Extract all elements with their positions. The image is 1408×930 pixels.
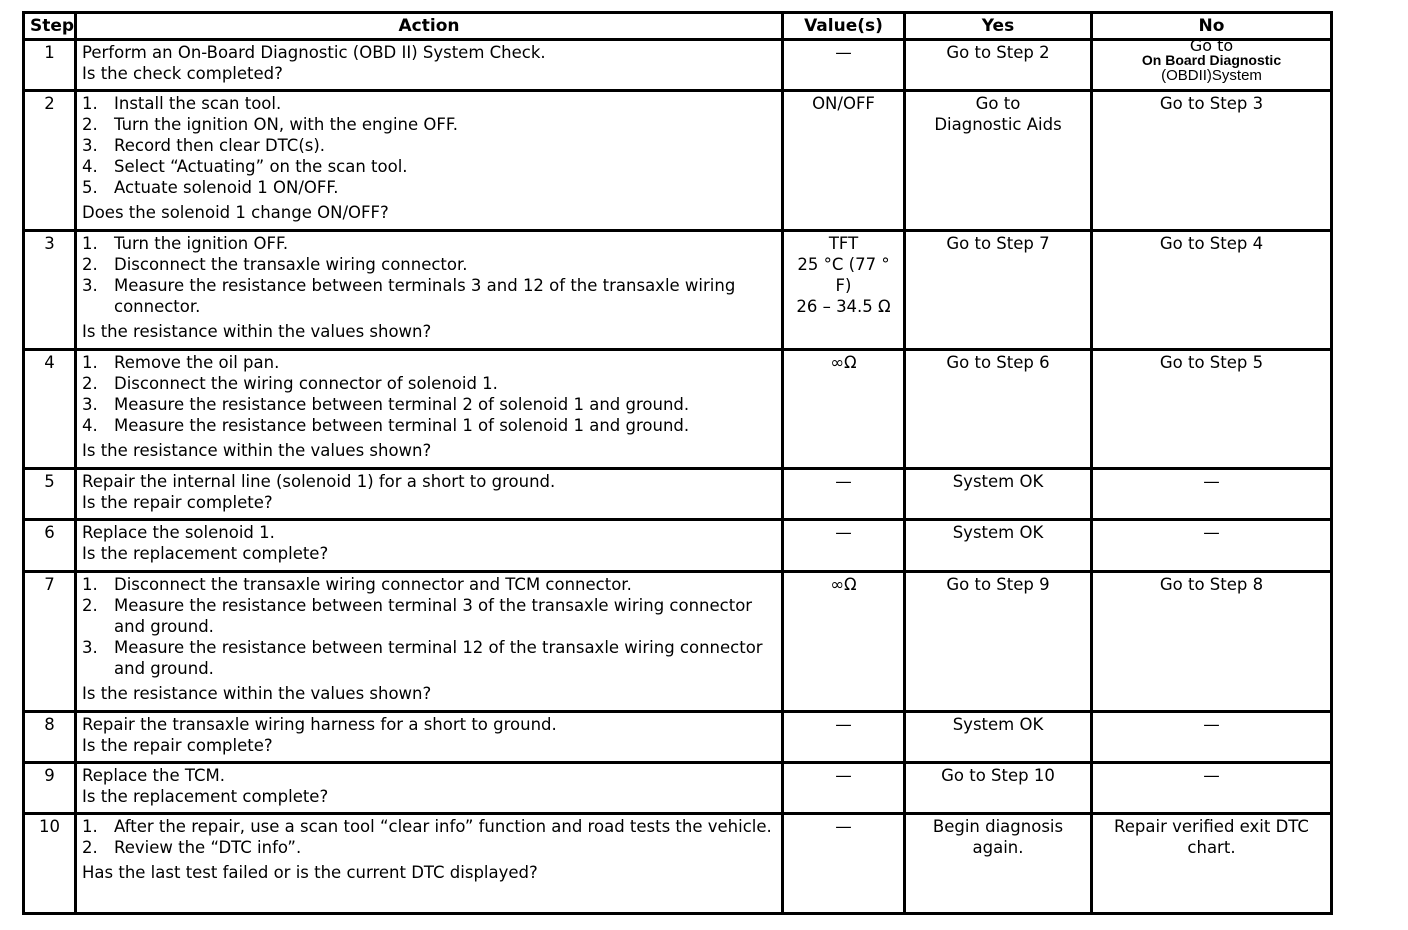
- action-text: Repair the internal line (solenoid 1) for a short to ground.: [82, 472, 556, 491]
- action-steps-list: [82, 574, 776, 679]
- action-cell: [76, 572, 783, 712]
- action-question: Is the resistance within the values shown?: [82, 322, 432, 341]
- value-text: —: [835, 817, 852, 836]
- action-question: Is the resistance within the values shown?: [82, 441, 432, 460]
- action-step-number: 3.: [82, 638, 98, 657]
- header-yes: Yes: [905, 13, 1092, 40]
- action-steps-list: [82, 352, 776, 436]
- action-step-number: 2.: [82, 374, 98, 393]
- yes-cell: [905, 91, 1092, 231]
- no-text: Go to Step 5: [1159, 353, 1264, 372]
- values-cell: [783, 814, 905, 914]
- action-question: Is the repair complete?: [82, 736, 273, 755]
- values-cell: [783, 231, 905, 350]
- no-cell: [1092, 712, 1332, 763]
- action-step-item: [82, 156, 776, 177]
- action-step-item: [82, 275, 776, 317]
- value-text: ∞Ω: [830, 575, 857, 594]
- header-step: Step: [24, 13, 76, 40]
- action-step-number: 1.: [82, 575, 98, 594]
- yes-text: Begin diagnosis: [932, 817, 1064, 836]
- table-row: [24, 231, 1332, 350]
- step-number: 2: [24, 91, 76, 231]
- action-step-number: 4.: [82, 157, 98, 176]
- step-number: 1: [24, 40, 76, 91]
- yes-text: System OK: [952, 523, 1044, 542]
- header-no: No: [1092, 13, 1332, 40]
- yes-text: System OK: [952, 472, 1044, 491]
- yes-cell: [905, 520, 1092, 572]
- no-cell: [1092, 350, 1332, 469]
- yes-cell: [905, 712, 1092, 763]
- action-step-text: Actuate solenoid 1 ON/OFF.: [114, 178, 339, 197]
- action-step-number: 1.: [82, 817, 98, 836]
- action-step-text: Review the “DTC info”.: [114, 838, 302, 857]
- action-text: Replace the solenoid 1.: [82, 523, 275, 542]
- action-question: Is the repair complete?: [82, 493, 273, 512]
- step-number: 4: [24, 350, 76, 469]
- step-number: 5: [24, 469, 76, 520]
- action-cell: [76, 231, 783, 350]
- step-number: 9: [24, 763, 76, 814]
- action-step-text: Measure the resistance between terminal 1 of solenoid 1 and ground.: [114, 416, 690, 435]
- no-text: Repair verified exit DTC: [1114, 817, 1309, 836]
- action-step-number: 1.: [82, 234, 98, 253]
- action-step-text: Disconnect the wiring connector of solenoid 1.: [114, 374, 498, 393]
- yes-cell: [905, 231, 1092, 350]
- step-number: 7: [24, 572, 76, 712]
- value-text: —: [835, 766, 852, 785]
- header-values: Value(s): [783, 13, 905, 40]
- action-step-text: Measure the resistance between terminals 3 and 12 of the transaxle wiring connector.: [114, 276, 736, 316]
- action-step-item: [82, 415, 776, 436]
- action-step-item: [82, 254, 776, 275]
- value-text: ON/OFF: [812, 94, 875, 113]
- no-text: —: [1203, 766, 1220, 785]
- action-step-text: Turn the ignition OFF.: [114, 234, 289, 253]
- action-step-number: 3.: [82, 395, 98, 414]
- action-question: Is the replacement complete?: [82, 544, 329, 563]
- yes-cell: [905, 350, 1092, 469]
- action-step-text: Install the scan tool.: [114, 94, 282, 113]
- action-cell: [76, 91, 783, 231]
- values-cell: [783, 712, 905, 763]
- action-step-item: [82, 637, 776, 679]
- no-text: Go to Step 3: [1159, 94, 1264, 113]
- action-step-item: [82, 135, 776, 156]
- action-step-number: 1.: [82, 94, 98, 113]
- yes-text: Diagnostic Aids: [934, 115, 1062, 134]
- action-step-number: 2.: [82, 255, 98, 274]
- no-cell: [1092, 520, 1332, 572]
- values-cell: [783, 763, 905, 814]
- no-cell: [1092, 572, 1332, 712]
- no-text: (OBDII)System: [1161, 67, 1262, 84]
- action-step-number: 2.: [82, 115, 98, 134]
- action-step-item: [82, 373, 776, 394]
- no-text: Go to Step 8: [1159, 575, 1264, 594]
- action-step-number: 4.: [82, 416, 98, 435]
- yes-text: Go to Step 6: [946, 353, 1050, 372]
- action-step-text: After the repair, use a scan tool “clear info” function and road tests the vehicle.: [114, 817, 772, 836]
- action-step-text: Remove the oil pan.: [114, 353, 280, 372]
- yes-cell: [905, 763, 1092, 814]
- action-question: Does the solenoid 1 change ON/OFF?: [82, 203, 389, 222]
- action-step-item: [82, 233, 776, 254]
- value-text: TFT: [828, 234, 859, 253]
- action-steps-list: [82, 93, 776, 198]
- action-step-item: [82, 837, 776, 858]
- table-body: [24, 36, 1332, 914]
- values-cell: [783, 350, 905, 469]
- values-cell: [783, 572, 905, 712]
- value-text: —: [835, 472, 852, 491]
- action-question: Is the replacement complete?: [82, 787, 329, 806]
- table-row: [24, 520, 1332, 572]
- action-text: Replace the TCM.: [82, 766, 225, 785]
- values-cell: [783, 469, 905, 520]
- action-step-text: Disconnect the transaxle wiring connector.: [114, 255, 468, 274]
- table-header-row: [24, 13, 1332, 40]
- yes-cell: [905, 572, 1092, 712]
- action-step-number: 3.: [82, 276, 98, 295]
- action-steps-list: [82, 816, 776, 858]
- action-step-item: [82, 93, 776, 114]
- action-cell: [76, 763, 783, 814]
- no-text: chart.: [1187, 838, 1236, 857]
- action-step-text: Measure the resistance between terminal 12 of the transaxle wiring connector and ground.: [114, 638, 763, 678]
- value-text: F): [835, 276, 852, 295]
- yes-cell: [905, 40, 1092, 91]
- yes-text: Go to Step 2: [946, 43, 1050, 62]
- action-steps-list: [82, 233, 776, 317]
- table-row: [24, 814, 1332, 914]
- header-action: Action: [76, 13, 783, 40]
- yes-cell: [905, 814, 1092, 914]
- value-text: 25 °C (77 °: [797, 255, 890, 274]
- yes-cell: [905, 469, 1092, 520]
- no-text: —: [1203, 523, 1220, 542]
- action-cell: [76, 469, 783, 520]
- action-step-text: Measure the resistance between terminal 3 of the transaxle wiring connector and ground.: [114, 596, 753, 636]
- table-row: [24, 91, 1332, 231]
- yes-text: Go to Step 7: [946, 234, 1050, 253]
- action-step-item: [82, 352, 776, 373]
- no-cell: [1092, 231, 1332, 350]
- action-step-item: [82, 177, 776, 198]
- step-number: 10: [24, 814, 76, 914]
- action-step-number: 1.: [82, 353, 98, 372]
- value-text: —: [835, 43, 852, 62]
- table-row: [24, 572, 1332, 712]
- action-step-text: Disconnect the transaxle wiring connector and TCM connector.: [114, 575, 632, 594]
- table-row: [24, 469, 1332, 520]
- table-row: [24, 712, 1332, 763]
- yes-text: again.: [972, 838, 1024, 857]
- no-text: —: [1203, 472, 1220, 491]
- action-text: Perform an On-Board Diagnostic (OBD II) System Check.: [82, 43, 546, 62]
- no-cell: [1092, 814, 1332, 914]
- action-step-number: 5.: [82, 178, 98, 197]
- table-row: [24, 350, 1332, 469]
- value-text: —: [835, 523, 852, 542]
- action-step-item: [82, 394, 776, 415]
- action-step-text: Record then clear DTC(s).: [114, 136, 326, 155]
- action-cell: [76, 40, 783, 91]
- no-text: Go to: [1189, 36, 1234, 55]
- step-number: 8: [24, 712, 76, 763]
- action-step-item: [82, 574, 776, 595]
- no-cell: [1092, 91, 1332, 231]
- yes-text: Go to Step 9: [946, 575, 1050, 594]
- yes-text: System OK: [952, 715, 1044, 734]
- action-cell: [76, 350, 783, 469]
- action-step-number: 3.: [82, 136, 98, 155]
- action-step-number: 2.: [82, 596, 98, 615]
- action-step-item: [82, 816, 776, 837]
- step-number: 3: [24, 231, 76, 350]
- action-question: Is the resistance within the values shown?: [82, 684, 432, 703]
- yes-text: Go to Step 10: [941, 766, 1055, 785]
- no-cell: [1092, 36, 1332, 91]
- values-cell: [783, 40, 905, 91]
- value-text: 26 – 34.5 Ω: [796, 297, 891, 316]
- step-number: 6: [24, 520, 76, 572]
- action-cell: [76, 520, 783, 572]
- values-cell: [783, 520, 905, 572]
- action-step-text: Select “Actuating” on the scan tool.: [114, 157, 408, 176]
- action-step-text: Measure the resistance between terminal 2 of solenoid 1 and ground.: [114, 395, 690, 414]
- action-step-text: Turn the ignition ON, with the engine OFF.: [114, 115, 458, 134]
- action-cell: [76, 712, 783, 763]
- action-question: Has the last test failed or is the current DTC displayed?: [82, 863, 538, 882]
- diagnostic-table: [22, 11, 1333, 915]
- values-cell: [783, 91, 905, 231]
- yes-text: Go to: [975, 94, 1021, 113]
- value-text: ∞Ω: [830, 353, 857, 372]
- action-question: Is the check completed?: [82, 64, 283, 83]
- value-text: —: [835, 715, 852, 734]
- no-text: —: [1203, 715, 1220, 734]
- table-row: [24, 763, 1332, 814]
- action-text: Repair the transaxle wiring harness for a short to ground.: [82, 715, 557, 734]
- action-step-number: 2.: [82, 838, 98, 857]
- action-cell: [76, 814, 783, 914]
- table-row: [24, 40, 1332, 91]
- no-cell: [1092, 469, 1332, 520]
- no-text: On Board Diagnostic: [1141, 52, 1282, 68]
- no-text: Go to Step 4: [1159, 234, 1264, 253]
- action-step-item: [82, 114, 776, 135]
- action-step-item: [82, 595, 776, 637]
- no-cell: [1092, 763, 1332, 814]
